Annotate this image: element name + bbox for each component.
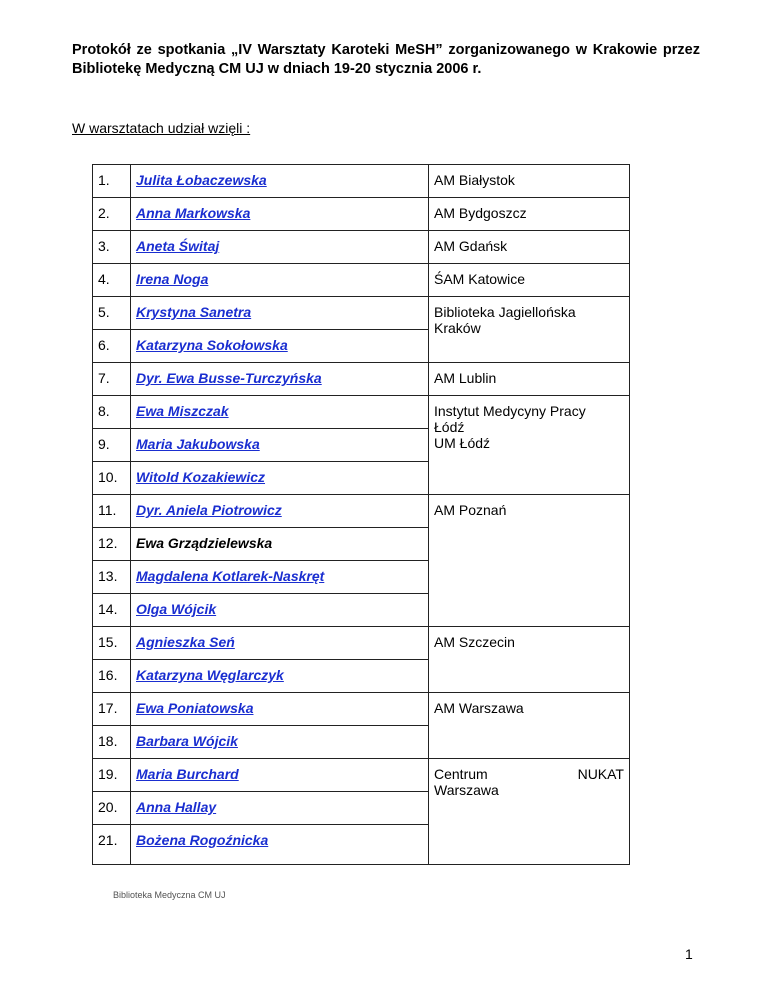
institution-cell bbox=[429, 396, 630, 495]
participant-name-link[interactable]: Julita Łobaczewska bbox=[136, 172, 267, 188]
institution-line: Warszawa bbox=[434, 782, 499, 798]
participant-name-link[interactable]: Bożena Rogoźnicka bbox=[136, 832, 269, 848]
participant-name-link[interactable]: Anna Markowska bbox=[136, 205, 251, 221]
institution-cell bbox=[429, 297, 630, 363]
participant-name-link[interactable]: Ewa Miszczak bbox=[136, 403, 229, 419]
table-row bbox=[93, 627, 630, 660]
institution-cell: AM Szczecin bbox=[429, 627, 630, 693]
participant-name-link[interactable]: Irena Noga bbox=[136, 271, 209, 287]
row-number: 1. bbox=[93, 165, 131, 198]
participant-name-link[interactable]: Maria Jakubowska bbox=[136, 436, 260, 452]
table-row bbox=[93, 264, 630, 297]
institution-line: Łódź bbox=[434, 419, 465, 435]
row-number: 8. bbox=[93, 396, 131, 429]
row-number: 2. bbox=[93, 198, 131, 231]
row-number: 17. bbox=[93, 693, 131, 726]
participant-name-link[interactable]: Barbara Wójcik bbox=[136, 733, 238, 749]
institution-cell bbox=[429, 759, 630, 865]
table-row bbox=[93, 495, 630, 528]
participant-name-link[interactable]: Magdalena Kotlarek-Naskręt bbox=[136, 568, 325, 584]
participant-name-link[interactable]: Olga Wójcik bbox=[136, 601, 217, 617]
row-number: 10. bbox=[93, 462, 131, 495]
participants-table bbox=[92, 164, 630, 865]
row-number: 16. bbox=[93, 660, 131, 693]
participant-name-link[interactable]: Aneta Świtaj bbox=[136, 238, 220, 254]
institution-cell: AM Poznań bbox=[429, 495, 630, 627]
institution-cell: AM Lublin bbox=[429, 363, 630, 396]
row-number: 20. bbox=[93, 792, 131, 825]
institution-line: NUKAT bbox=[577, 766, 624, 782]
participant-name-link[interactable]: Maria Burchard bbox=[136, 766, 239, 782]
row-number: 18. bbox=[93, 726, 131, 759]
row-number: 9. bbox=[93, 429, 131, 462]
participant-name-link[interactable]: Agnieszka Seń bbox=[136, 634, 235, 650]
row-number: 19. bbox=[93, 759, 131, 792]
row-number: 14. bbox=[93, 594, 131, 627]
institution-cell: AM Bydgoszcz bbox=[429, 198, 630, 231]
participant-name-link[interactable]: Katarzyna Sokołowska bbox=[136, 337, 288, 353]
table-row bbox=[93, 165, 630, 198]
institution-line: Biblioteka Jagiellońska bbox=[434, 304, 576, 320]
table-row bbox=[93, 759, 630, 792]
page-number: 1 bbox=[685, 946, 693, 962]
participant-name-link[interactable]: Dyr. Ewa Busse-Turczyńska bbox=[136, 370, 322, 386]
row-number: 13. bbox=[93, 561, 131, 594]
table-row bbox=[93, 297, 630, 330]
row-number: 12. bbox=[93, 528, 131, 561]
institution-line: UM Łódź bbox=[434, 435, 491, 451]
participant-name: Ewa Grządzielewska bbox=[136, 535, 273, 551]
institution-cell: AM Gdańsk bbox=[429, 231, 630, 264]
participant-name-link[interactable]: Katarzyna Węglarczyk bbox=[136, 667, 284, 683]
footer-note: Biblioteka Medyczna CM UJ bbox=[113, 890, 226, 900]
participant-name-link[interactable]: Anna Hallay bbox=[136, 799, 217, 815]
row-number: 6. bbox=[93, 330, 131, 363]
document-title: Protokół ze spotkania „IV Warsztaty Karoteki MeSH” zorganizowanego w Krakowie przez Bibliotekę Medyczną CM UJ w dniach 19-20 stycznia 2006 r. bbox=[72, 42, 700, 77]
row-number: 4. bbox=[93, 264, 131, 297]
row-number: 5. bbox=[93, 297, 131, 330]
table-row bbox=[93, 231, 630, 264]
participant-name-link[interactable]: Dyr. Aniela Piotrowicz bbox=[136, 502, 282, 518]
participants-intro: W warsztatach udział wzięli : bbox=[72, 120, 251, 136]
participant-name-link[interactable]: Krystyna Sanetra bbox=[136, 304, 252, 320]
institution-line: Instytut Medycyny Pracy bbox=[434, 403, 586, 419]
row-number: 11. bbox=[93, 495, 131, 528]
institution-cell: AM Białystok bbox=[429, 165, 630, 198]
row-number: 3. bbox=[93, 231, 131, 264]
table-row bbox=[93, 693, 630, 726]
institution-cell: ŚAM Katowice bbox=[429, 264, 630, 297]
row-number: 7. bbox=[93, 363, 131, 396]
institution-cell: AM Warszawa bbox=[429, 693, 630, 759]
table-row bbox=[93, 198, 630, 231]
row-number: 15. bbox=[93, 627, 131, 660]
table-row bbox=[93, 363, 630, 396]
participant-name-link[interactable]: Witold Kozakiewicz bbox=[136, 469, 266, 485]
institution-line: Centrum bbox=[434, 766, 488, 782]
institution-line: Kraków bbox=[434, 320, 481, 336]
table-row bbox=[93, 396, 630, 429]
row-number: 21. bbox=[93, 825, 131, 865]
participant-name-link[interactable]: Ewa Poniatowska bbox=[136, 700, 254, 716]
